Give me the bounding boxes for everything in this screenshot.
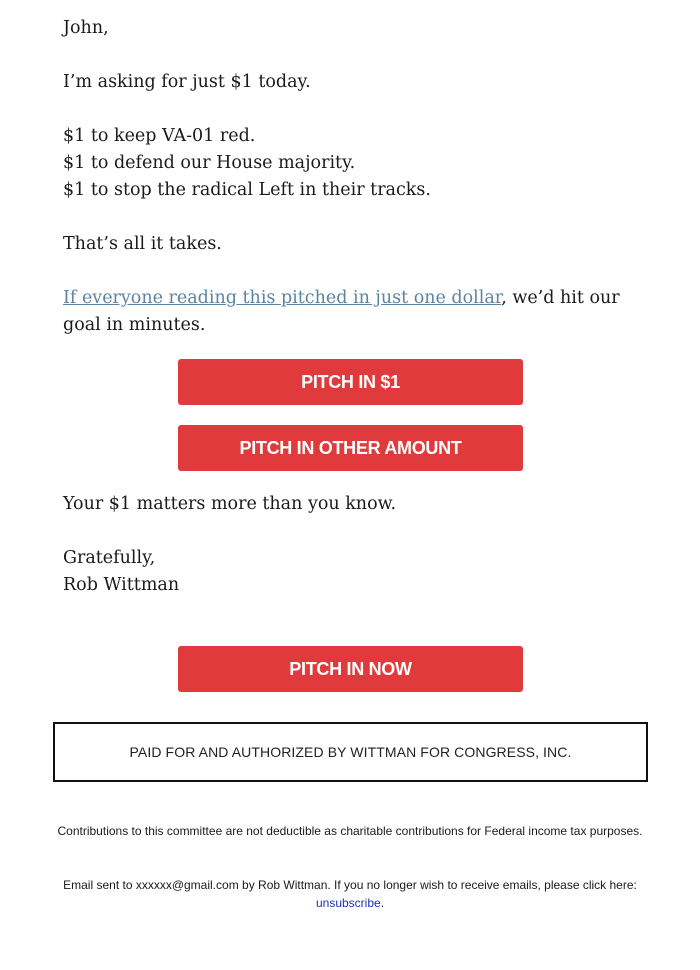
matters-line: Your $1 matters more than you know. — [63, 494, 397, 514]
pitch-dollar-link[interactable]: If everyone reading this pitched in just one dollar — [63, 288, 502, 308]
takes-line: That’s all it takes. — [63, 234, 222, 254]
pitch-in-1-button[interactable]: PITCH IN $1 — [178, 359, 523, 405]
sent-to-text: Email sent to xxxxxx@gmail.com by Rob Wittman. If you no longer wish to receive emails, please click here: — [63, 878, 637, 892]
sent-to-notice — [55, 876, 645, 912]
greeting: John, — [63, 18, 109, 38]
goal-paragraph-rest: , we’d hit our goal in minutes. — [63, 288, 620, 335]
appeal-line-3: $1 to stop the radical Left in their tracks. — [63, 180, 431, 200]
intro-line: I’m asking for just $1 today. — [63, 72, 311, 92]
paid-for-text: PAID FOR AND AUTHORIZED BY WITTMAN FOR CONGRESS, INC. — [129, 744, 572, 760]
signature: Rob Wittman — [63, 575, 180, 595]
unsubscribe-link[interactable]: unsubscribe — [315, 896, 381, 910]
appeal-line-2: $1 to defend our House majority. — [63, 153, 356, 173]
paid-for-disclaimer-box — [53, 722, 648, 782]
unsubscribe-period: . — [380, 896, 385, 910]
pitch-in-now-button[interactable]: PITCH IN NOW — [178, 646, 523, 692]
appeal-line-1: $1 to keep VA-01 red. — [63, 126, 256, 146]
pitch-in-other-amount-button[interactable]: PITCH IN OTHER AMOUNT — [178, 425, 523, 471]
goal-paragraph — [63, 285, 633, 339]
signoff: Gratefully, — [63, 548, 156, 568]
tax-disclaimer: Contributions to this committee are not deductible as charitable contributions for Federal income tax purposes. — [57, 824, 643, 838]
